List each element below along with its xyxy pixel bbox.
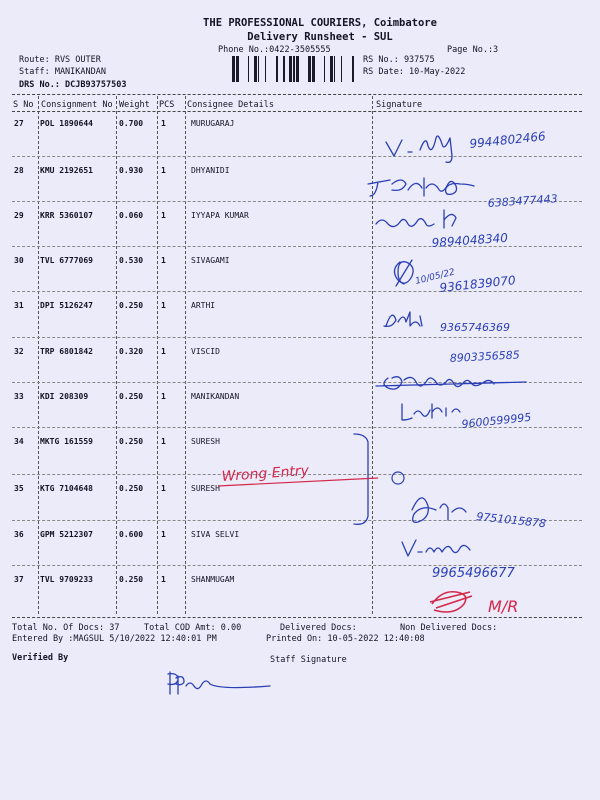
handwritten-phone-36: 9965496677 [432,566,515,581]
row-pcs: 1 [161,392,166,401]
signature-32 [376,377,526,389]
row-weight: 0.320 [119,347,144,356]
row-weight: 0.250 [119,575,144,584]
row-consignment: GPM 5212307 [40,530,93,539]
handwritten-phone-27: 9944802466 [468,129,547,151]
row-consignee: SURESH [191,484,220,493]
row-consignment: KDI 208309 [40,392,89,401]
row-pcs: 1 [161,211,166,220]
route: Route: RVS OUTER [19,55,101,65]
drs-number: DRS No.: DCJB93757503 [19,80,127,90]
row-pcs: 1 [161,119,166,128]
printed-on: Printed On: 10-05-2022 12:40:08 [266,634,425,644]
row-consignee: MANIKANDAN [191,392,240,401]
row-sno: 31 [14,301,24,310]
signature-33 [402,404,460,420]
row-weight: 0.250 [119,484,144,493]
handwritten-date-30: 10/05/22 [414,267,456,287]
col-header-pcs: PCS [159,100,175,110]
row-pcs: 1 [161,437,166,446]
row-pcs: 1 [161,575,166,584]
delivered-docs: Delivered Docs: [280,623,357,633]
row-sno: 27 [14,119,24,128]
row-consignee: SURESH [191,437,220,446]
circle-mark [392,472,404,484]
staff-name: Staff: MANIKANDAN [19,67,106,77]
row-consignee: VISCID [191,347,220,356]
handwritten-phone-28: 6383477443 [487,192,559,210]
total-docs: Total No. Of Docs: 37 [12,623,120,633]
row-consignment: TVL 6777069 [40,256,93,265]
row-sno: 29 [14,211,24,220]
row-sno: 33 [14,392,24,401]
col-header-weight: Weight [119,100,150,110]
handwritten-phone-29: 9894048340 [431,230,509,250]
handwritten-phone-33: 9600599995 [460,410,532,431]
row-pcs: 1 [161,166,166,175]
row-consignee: IYYAPA KUMAR [191,211,249,220]
handwritten-phone-35: 9751015878 [475,510,547,531]
signature-35 [412,498,466,522]
total-cod: Total COD Amt: 0.00 [144,623,242,633]
row-consignee: SIVAGAMI [191,256,230,265]
row-sno: 36 [14,530,24,539]
row-consignment: MKTG 161559 [40,437,93,446]
row-pcs: 1 [161,347,166,356]
row-sno: 35 [14,484,24,493]
row-consignee: DHYANIDI [191,166,230,175]
rs-number: RS No.: 937575 [363,55,435,65]
signature-29 [376,210,456,228]
row-sno: 34 [14,437,24,446]
verified-by: Verified By [12,653,69,663]
col-header-signature: Signature [376,100,423,110]
row-pcs: 1 [161,530,166,539]
non-delivered-docs: Non Delivered Docs: [400,623,498,633]
row-sno: 32 [14,347,24,356]
row-consignment: KTG 7104648 [40,484,93,493]
verifier-signature [160,668,280,698]
row-consignment: TVL 9709233 [40,575,93,584]
row-pcs: 1 [161,301,166,310]
row-consignment: POL 1890644 [40,119,93,128]
row-consignee: SHANMUGAM [191,575,235,584]
row-weight: 0.530 [119,256,144,265]
row-weight: 0.700 [119,119,144,128]
row-sno: 28 [14,166,24,175]
signature-27 [386,136,452,162]
signature-36 [402,540,470,556]
row-weight: 0.930 [119,166,144,175]
row-consignment: TRP 6801842 [40,347,93,356]
strike-37 [430,592,472,612]
col-header-consignee: Consignee Details [187,100,274,110]
entered-by: Entered By :MAGSUL 5/10/2022 12:40:01 PM [12,634,217,644]
signature-28 [368,178,474,196]
row-consignee: SIVA SELVI [191,530,240,539]
row-consignee: ARTHI [191,301,216,310]
row-weight: 0.250 [119,301,144,310]
row-pcs: 1 [161,484,166,493]
handwritten-phone-32: 8903356585 [449,348,521,365]
rs-date: RS Date: 10-May-2022 [363,67,466,77]
staff-signature-label: Staff Signature [270,655,347,665]
runsheet-subtitle: Delivery Runsheet - SUL [247,31,393,43]
page-number: Page No.:3 [447,45,499,55]
handwritten-wrong-entry: Wrong Entry [221,462,310,485]
row-consignment: KRR 5360107 [40,211,93,220]
phone-number: Phone No.:0422-3505555 [218,45,331,55]
col-header-sno: S No [13,100,34,110]
row-weight: 0.250 [119,392,144,401]
row-weight: 0.250 [119,437,144,446]
handwritten-phone-30: 9361839070 [438,273,517,295]
handwritten-mr: M/R [488,597,519,616]
row-weight: 0.060 [119,211,144,220]
handwritten-phone-31: 9365746369 [440,321,510,334]
row-consignee: MURUGARAJ [191,119,235,128]
row-consignment: KMU 2192651 [40,166,93,175]
company-title: THE PROFESSIONAL COURIERS, Coimbatore [203,17,437,29]
row-weight: 0.600 [119,530,144,539]
row-consignment: DPI 5126247 [40,301,93,310]
row-pcs: 1 [161,256,166,265]
row-sno: 30 [14,256,24,265]
col-header-consignment: Consignment No [41,100,113,110]
row-sno: 37 [14,575,24,584]
signature-30 [394,260,413,286]
signature-31 [384,312,422,326]
